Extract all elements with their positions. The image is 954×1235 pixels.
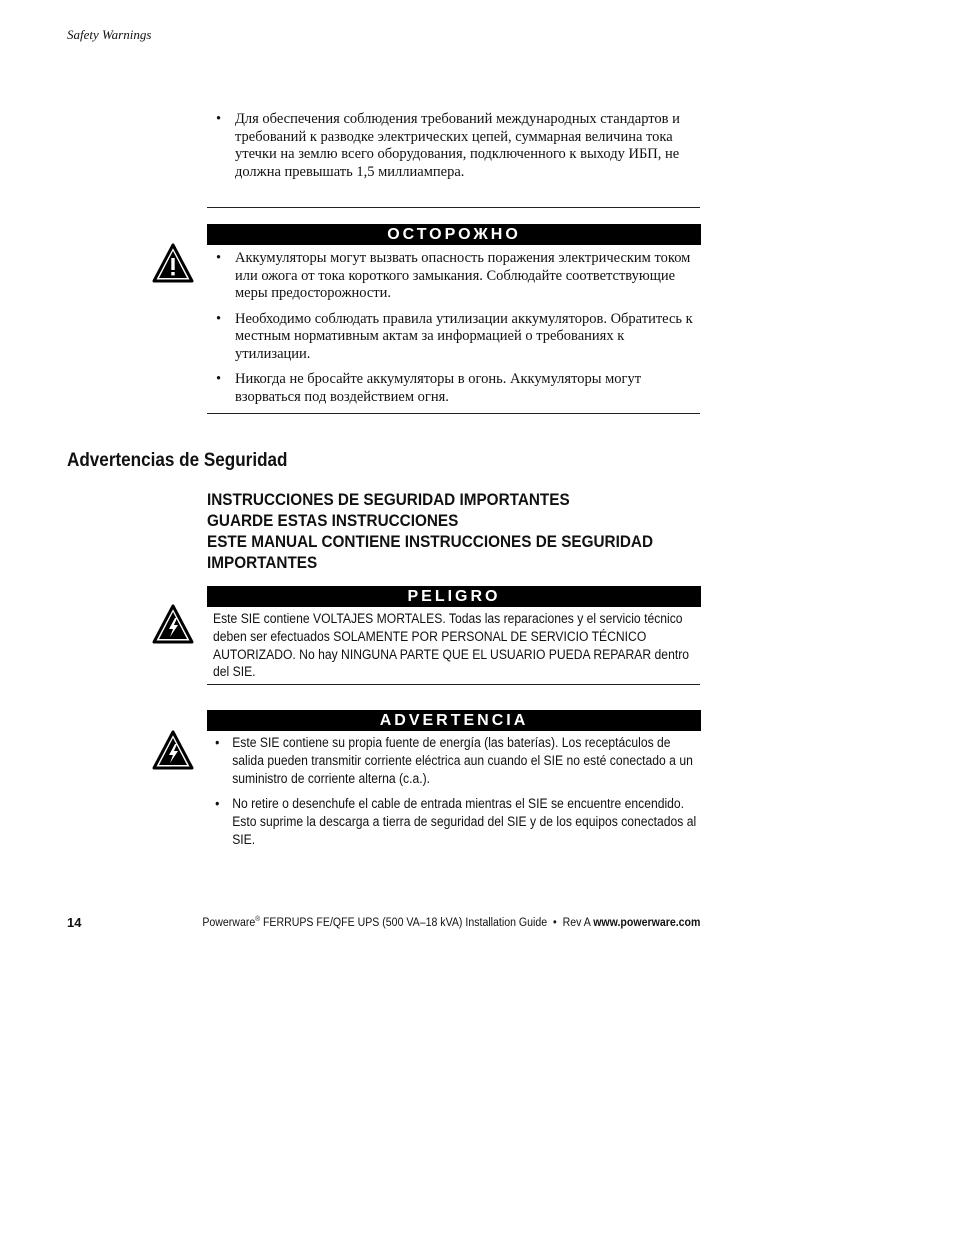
caps-line: GUARDE ESTAS INSTRUCCIONES bbox=[207, 511, 459, 530]
caps-line: ESTE MANUAL CONTIENE INSTRUCCIONES DE SEGURIDAD bbox=[207, 532, 654, 551]
page-number: 14 bbox=[67, 915, 82, 930]
list-item: • Аккумуляторы могут вызвать опасность поражения электрическим током или ожога от тока короткого замыкания. Соблюдайте соответствующие меры предосторожности. bbox=[207, 250, 700, 303]
footer-url: www.powerware.com bbox=[592, 916, 700, 929]
list-item: • Необходимо соблюдать правила утилизации аккумуляторов. Обратитесь к местным нормативным актам за информацией о требованиях к утилизации. bbox=[207, 311, 700, 364]
list-item: • Для обеспечения соблюдения требований международных стандартов и требований к разводке электрических цепей, суммарная величина тока утечки на землю всего оборудования, подключенного к выходу ИБП, не должна превышать 1,5 миллиампера. bbox=[207, 111, 700, 181]
footer-brand: Powerware bbox=[201, 916, 255, 929]
divider bbox=[207, 684, 700, 685]
high-voltage-icon bbox=[152, 730, 194, 770]
danger-banner: PELIGRO bbox=[207, 586, 701, 607]
caution-banner: ОСТОРОЖНО bbox=[207, 224, 701, 245]
caps-line: INSTRUCCIONES DE SEGURIDAD IMPORTANTES bbox=[207, 490, 570, 509]
important-instructions bbox=[207, 489, 711, 573]
footer-title: FERRUPS FE/QFE UPS (500 VA–18 kVA) Installation Guide • Rev A bbox=[259, 916, 593, 929]
caps-line: IMPORTANTES bbox=[207, 553, 318, 572]
divider bbox=[207, 207, 700, 208]
danger-text: Este SIE contiene VOLTAJES MORTALES. Todas las reparaciones y el servicio técnico deben ser efectuados SOLAMENTE POR PERSONAL DE SERVICIO TÉCNICO AUTORIZADO. No hay NINGUNA PARTE QUE EL USUARIO PUEDA REPARAR dentro del SIE. bbox=[213, 611, 690, 680]
list-item: • Este SIE contiene su propia fuente de energía (las baterías). Los receptáculos de salida pueden transmitir corriente eléctrica aun cuando el SIE no esté conectado a un suministro de corriente alterna (c.a.). bbox=[207, 734, 698, 787]
ru-intro-list bbox=[207, 111, 700, 181]
list-item: • No retire o desenchufe el cable de entrada mientras el SIE se encuentre encendido. Esto suprime la descarga a tierra de seguridad del SIE y de los equipos conectados al SIE. bbox=[207, 795, 698, 848]
exclamation-warning-icon bbox=[152, 243, 194, 283]
warning-banner: ADVERTENCIA bbox=[207, 710, 701, 731]
warning-list bbox=[207, 734, 698, 849]
registered-mark: ® bbox=[254, 916, 260, 923]
footer-citation bbox=[202, 916, 700, 929]
section-heading: Advertencias de Seguridad bbox=[67, 450, 288, 471]
divider bbox=[207, 413, 700, 414]
caution-list bbox=[207, 250, 700, 406]
high-voltage-icon bbox=[152, 604, 194, 644]
running-head: Safety Warnings bbox=[67, 27, 152, 42]
list-item: • Никогда не бросайте аккумуляторы в огонь. Аккумуляторы могут взорваться под воздействием огня. bbox=[207, 371, 700, 406]
